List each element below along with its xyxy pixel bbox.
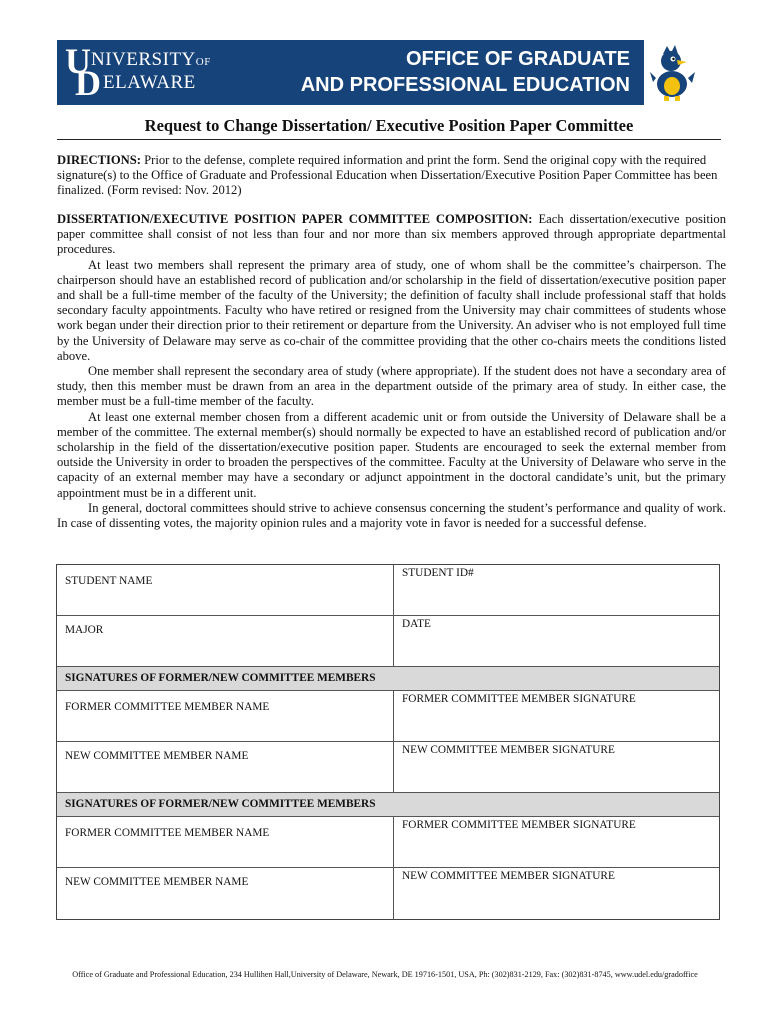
new-member-signature-field-2[interactable]	[394, 868, 719, 919]
major-field[interactable]	[57, 616, 394, 666]
directions-label: DIRECTIONS:	[57, 153, 141, 167]
title-divider	[57, 139, 721, 140]
office-name	[301, 46, 630, 98]
new-member-name-label: NEW COMMITTEE MEMBER NAME	[65, 876, 249, 888]
logo-word-delaware: ELAWARE	[103, 72, 196, 93]
former-member-signature-field-1[interactable]	[394, 691, 719, 741]
section-1-heading: SIGNATURES OF FORMER/NEW COMMITTEE MEMBERS	[57, 667, 719, 691]
logo-letter-u: U	[65, 41, 91, 81]
former-member-signature-label: FORMER COMMITTEE MEMBER SIGNATURE	[402, 693, 636, 705]
new-member-name-label: NEW COMMITTEE MEMBER NAME	[65, 750, 249, 762]
former-member-signature-field-2[interactable]	[394, 817, 719, 867]
former-member-name-field-2[interactable]	[57, 817, 394, 867]
former-member-name-label: FORMER COMMITTEE MEMBER NAME	[65, 827, 270, 839]
former-member-name-label: FORMER COMMITTEE MEMBER NAME	[65, 701, 270, 713]
major-label: MAJOR	[65, 624, 104, 636]
logo-word-university: NIVERSITYOF	[91, 49, 211, 70]
composition-paragraph-3: One member shall represent the secondary area of study (where appropriate). If the student does not have a secondary area of study, then this member must be drawn from an area in the department outside of the primary area of study. In either case, the member must be a full-time member of the faculty.	[57, 364, 726, 409]
blue-hen-mascot-icon	[647, 44, 697, 102]
composition-paragraph-4: At least one external member chosen from a different academic unit or from outside the University of Delaware shall be a member of the committee. The external member(s) should normally be expected to have an established record of publication and/or scholarship in the field of the dissertation/executive position paper. Students are encouraged to seek the external member from outside the University in order to broaden the perspectives of the committee. Faculty at the University of Delaware who serve in the capacity of an external member may have a secondary or adjunct appointment in the doctoral candidate’s unit, but the primary appointment must be in a different unit.	[57, 409, 726, 500]
office-line-1: OFFICE OF GRADUATE	[405, 48, 630, 70]
date-label: DATE	[402, 618, 431, 630]
former-member-name-field-1[interactable]	[57, 691, 394, 741]
header-banner	[57, 40, 644, 105]
new-member-signature-label: NEW COMMITTEE MEMBER SIGNATURE	[402, 744, 615, 756]
new-member-name-field-2[interactable]	[57, 868, 394, 919]
composition-label: DISSERTATION/EXECUTIVE POSITION PAPER COMMITTEE COMPOSITION:	[57, 212, 533, 226]
new-member-name-field-1[interactable]	[57, 742, 394, 792]
student-id-label: STUDENT ID#	[402, 567, 474, 579]
student-name-label: STUDENT NAME	[65, 575, 153, 587]
composition-paragraph-2: At least two members shall represent the primary area of study, one of whom shall be the committee’s chairperson. The chairperson should have an established record of publication and/or scholarship in the field of dissertation/executive position paper and shall be a full-time member of the faculty of the University; the definition of faculty shall include professional staff that holds secondary faculty appointments. Faculty who have retired or resigned from the University may chair committees of students whose work began under their direction prior to their retirement or departure from the University. An adviser who is not employed full time by the University of Delaware may serve as co-chair of the committee providing that the other co-chairs meets the conditions listed above.	[57, 257, 726, 363]
new-member-signature-field-1[interactable]	[394, 742, 719, 792]
form-title: Request to Change Dissertation/ Executive Position Paper Committee	[144, 116, 634, 135]
composition-section	[57, 212, 726, 531]
student-id-field[interactable]	[394, 565, 719, 615]
university-logo	[65, 43, 215, 101]
date-field[interactable]	[394, 616, 719, 666]
composition-paragraph-5: In general, doctoral committees should strive to achieve consensus concerning the student’s performance and quality of work. In case of dissenting votes, the majority opinion rules and a majority vote in favor is needed for a successful defense.	[57, 500, 726, 531]
former-member-signature-label: FORMER COMMITTEE MEMBER SIGNATURE	[402, 819, 636, 831]
section-2-heading: SIGNATURES OF FORMER/NEW COMMITTEE MEMBERS	[57, 793, 719, 817]
new-member-signature-label: NEW COMMITTEE MEMBER SIGNATURE	[402, 870, 615, 882]
student-name-field[interactable]	[57, 565, 394, 615]
student-row	[57, 565, 719, 616]
section-2-new-row	[57, 868, 719, 919]
logo-letter-d: D	[75, 63, 101, 103]
composition-paragraph-1: DISSERTATION/EXECUTIVE POSITION PAPER COMMITTEE COMPOSITION: Each dissertation/executive position paper committee shall consist of not less than four and nor more than six members approved through appropriate departmental procedures.	[57, 212, 726, 257]
directions-text: Prior to the defense, complete required information and print the form. Send the original copy with the required signature(s) to the Office of Graduate and Professional Education when Dissertation/Executive Position Paper Committee has been finalized. (Form revised: Nov. 2012)	[57, 153, 718, 198]
footer-contact: Office of Graduate and Professional Education, 234 Hullihen Hall,University of Delaware, Newark, DE 19716-1501, USA, Ph: (302)831-2129, Fax: (302)831-8745, www.udel.edu/gradoffice	[72, 970, 698, 979]
section-1-former-row	[57, 691, 719, 742]
section-2-former-row	[57, 817, 719, 868]
office-line-2: AND PROFESSIONAL EDUCATION	[300, 74, 630, 96]
section-1-new-row	[57, 742, 719, 793]
committee-change-form	[56, 564, 720, 920]
directions-paragraph	[57, 153, 726, 199]
major-row	[57, 616, 719, 667]
